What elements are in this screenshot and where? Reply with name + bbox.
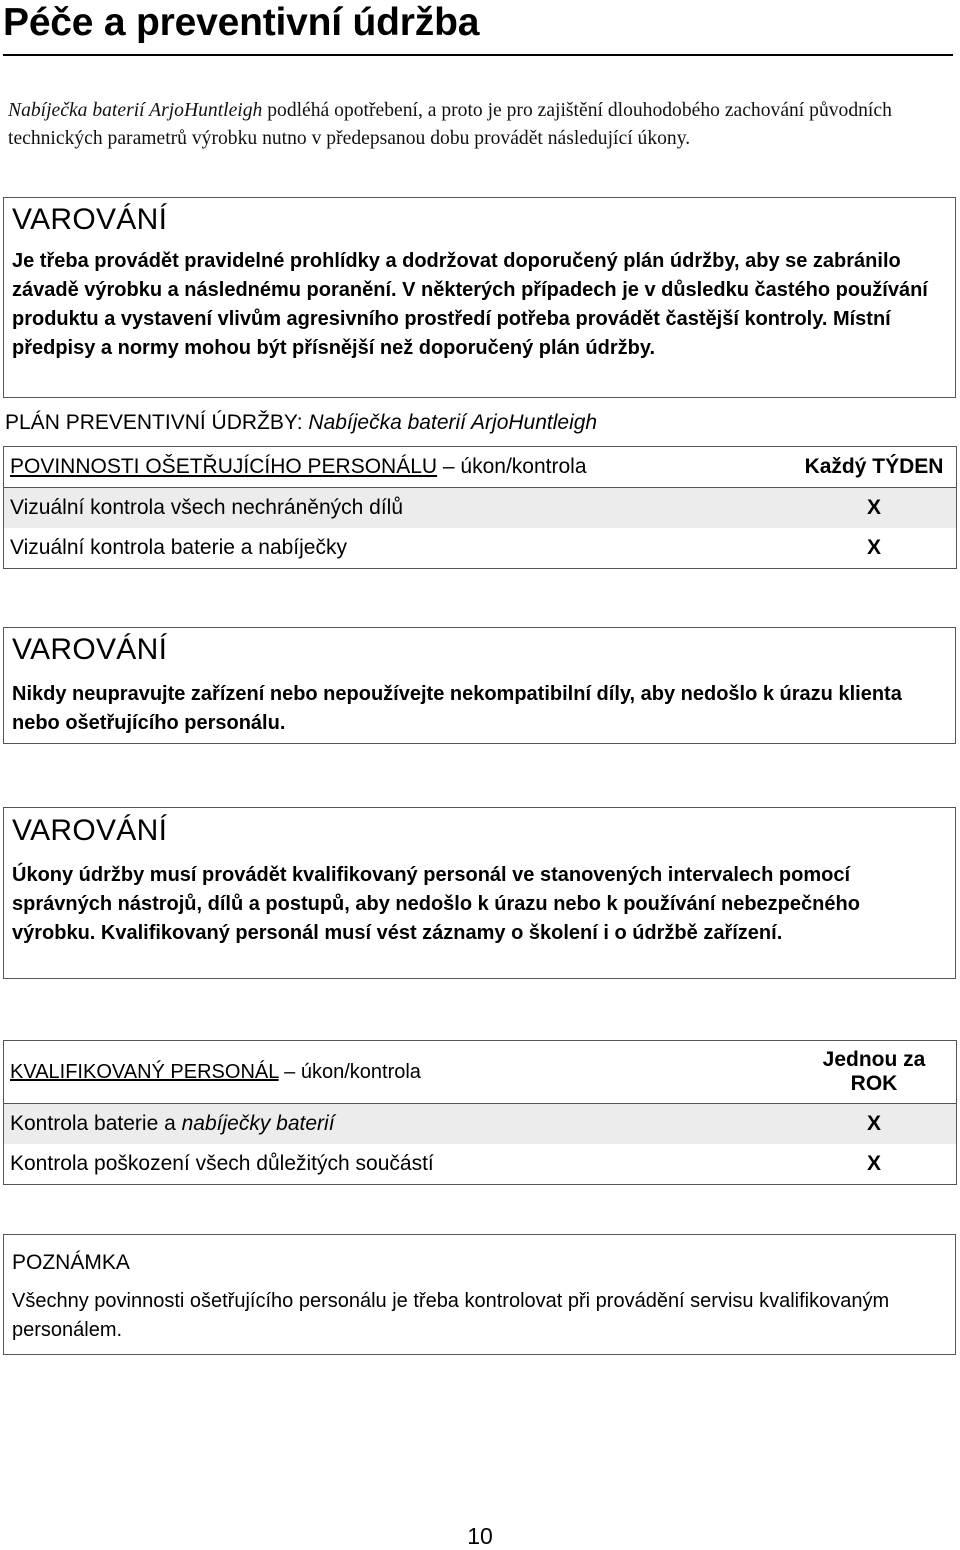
task-label: Vizuální kontrola všech nechráněných dílů (4, 488, 793, 529)
intro-text: podléhá opotřebení, a proto je pro zajištění dlouhodobého zachování původních technických parametrů výrobku nutno v předepsanou dobu provádět následující úkony. (8, 100, 892, 149)
maintenance-plan-title (5, 408, 597, 438)
header-task-suffix: – úkon/kontrola (278, 1060, 421, 1083)
warning-text: Je třeba provádět pravidelné prohlídky a dodržovat doporučený plán údržby, aby se zabránilo závadě výrobku a následnému poranění. V některých případech je v důsledku častého používání produktu a vystavení vlivům agresivního prostředí potřeba provádět častější kontroly. Místní předpisy a normy mohou být přísnější než doporučený plán údržby. (12, 250, 928, 359)
task-mark: X (792, 488, 957, 529)
page-title: Péče a preventivní údržba (3, 0, 953, 56)
table-row (4, 488, 957, 529)
task-label: Kontrola poškození všech důležitých součástí (10, 1152, 434, 1175)
header-qualified-label: KVALIFIKOVANÝ PERSONÁL (10, 1060, 279, 1083)
table-header-row (4, 447, 957, 488)
table-header-frequency (792, 1041, 957, 1104)
note-heading: POZNÁMKA (12, 1251, 130, 1274)
task-mark: X (866, 1152, 881, 1175)
warning-text: Úkony údržby musí provádět kvalifikovaný personál ve stanovených intervalech pomocí správných nástrojů, dílů a postupů, aby nedošlo k úrazu nebo k používání nebezpečného výrobku. Kvalifikovaný personál musí vést záznamy o školení i o údržbě zařízení. (12, 864, 860, 944)
caregiver-maintenance-table (3, 446, 957, 569)
warning-text: Nikdy neupravujte zařízení nebo nepoužívejte nekompatibilní díly, aby nedošlo k úrazu klienta nebo ošetřujícího personálu. (12, 683, 902, 734)
warning-heading: VAROVÁNÍ (12, 814, 168, 847)
table-header-task (4, 447, 793, 488)
intro-product-name: Nabíječka baterií ArjoHuntleigh (8, 100, 263, 121)
warning-box-inspection (3, 197, 956, 398)
warning-box-qualified-staff (3, 807, 956, 979)
task-mark: X (866, 536, 881, 559)
plan-title-prefix: PLÁN PREVENTIVNÍ ÚDRŽBY: (5, 411, 309, 434)
table-header-task (4, 1041, 793, 1104)
note-text: Všechny povinnosti ošetřujícího personálu je třeba kontrolovat při provádění servisu kvalifikovaným personálem. (12, 1290, 890, 1341)
header-frequency-line2: ROK (850, 1072, 898, 1095)
task-label-italic: nabíječky baterií (181, 1112, 335, 1135)
intro-paragraph (8, 97, 953, 153)
page-number: 10 (467, 1523, 493, 1549)
header-task-suffix: – úkon/kontrola (437, 455, 587, 478)
header-caregiver-label: POVINNOSTI OŠETŘUJÍCÍHO PERSONÁLU (10, 455, 438, 478)
table-header-frequency: Každý TÝDEN (792, 447, 957, 488)
warning-heading: VAROVÁNÍ (12, 633, 168, 666)
table-row (4, 1104, 957, 1145)
warning-box-modification (3, 627, 956, 744)
warning-heading: VAROVÁNÍ (12, 203, 168, 236)
table-row (4, 528, 957, 569)
note-box (3, 1234, 956, 1355)
task-mark: X (792, 1104, 957, 1145)
table-header-row (4, 1041, 957, 1104)
header-frequency-line1: Jednou za (822, 1048, 926, 1071)
task-label-plain: Kontrola baterie a (10, 1112, 182, 1135)
task-label (4, 1104, 793, 1145)
qualified-maintenance-table (3, 1040, 957, 1185)
task-label: Vizuální kontrola baterie a nabíječky (10, 536, 347, 559)
table-row (4, 1144, 957, 1185)
plan-title-product: Nabíječka baterií ArjoHuntleigh (308, 411, 598, 434)
